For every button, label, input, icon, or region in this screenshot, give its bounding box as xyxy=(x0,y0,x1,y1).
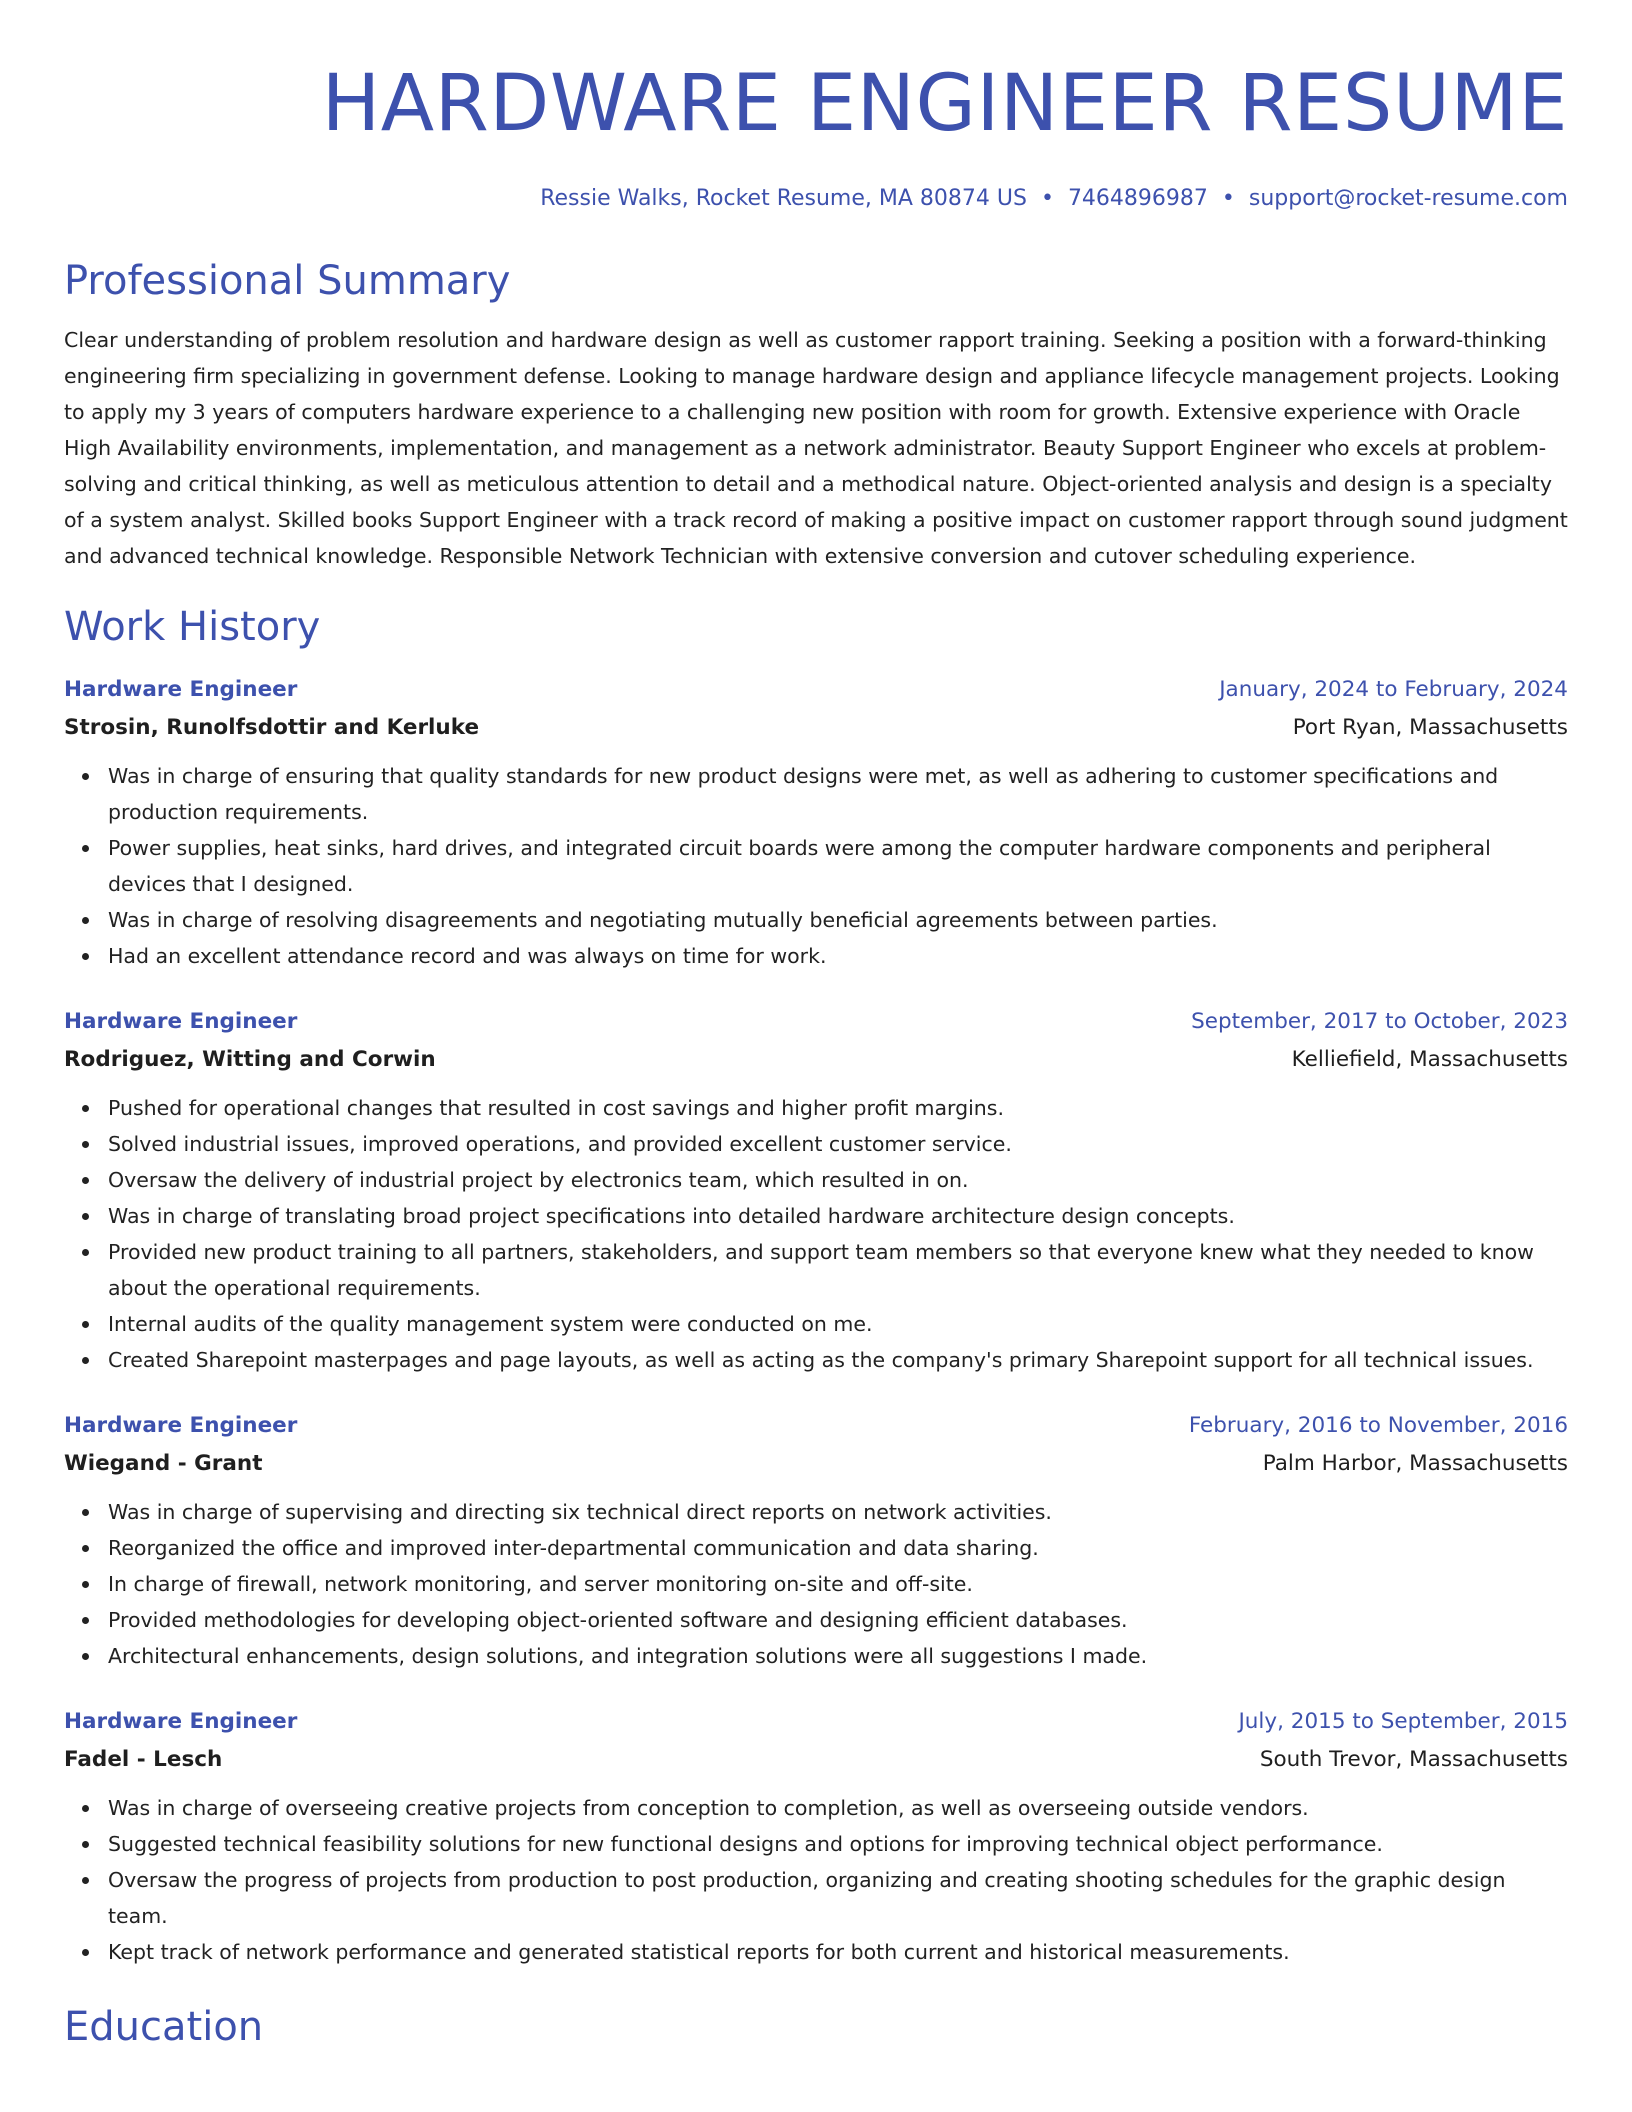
job-title-row xyxy=(64,1004,1568,1040)
job-company: Fadel - Lesch xyxy=(64,1747,223,1772)
job-title: Hardware Engineer xyxy=(64,677,298,702)
job-company: Strosin, Runolfsdottir and Kerluke xyxy=(64,715,480,740)
resume-title: HARDWARE ENGINEER RESUME xyxy=(321,59,1568,149)
job-bullet: Architectural enhancements, design solutions, and integration solutions were all suggestions I made. xyxy=(108,1638,1568,1674)
job-bullet: Kept track of network performance and generated statistical reports for both current and historical measurements. xyxy=(108,1934,1568,1970)
job-company-row xyxy=(64,1740,1568,1780)
job-entry xyxy=(64,1408,1568,1674)
job-bullet: Oversaw the delivery of industrial project by electronics team, which resulted in on. xyxy=(108,1162,1568,1198)
education-heading: Education xyxy=(64,2004,264,2050)
contact-separator: • xyxy=(1040,186,1054,211)
job-company-row xyxy=(64,1444,1568,1484)
job-company-row xyxy=(64,708,1568,748)
job-entry xyxy=(64,1004,1568,1378)
contact-email: support@rocket-resume.com xyxy=(1248,186,1568,211)
job-bullet: Was in charge of supervising and directing six technical direct reports on network activities. xyxy=(108,1494,1568,1530)
job-bullet: Was in charge of resolving disagreements and negotiating mutually beneficial agreements between parties. xyxy=(108,902,1568,938)
job-title: Hardware Engineer xyxy=(64,1413,298,1438)
job-company: Wiegand - Grant xyxy=(64,1451,263,1476)
job-title-row xyxy=(64,1408,1568,1444)
summary-text: Clear understanding of problem resolution and hardware design as well as customer rapport training. Seeking a position with a forward-thinking engineering firm specializing in government defense. Looking to manage hardware design and appliance lifecycle management projects. Looking to apply my 3 years of computers hardware experience to a challenging new position with room for growth. Extensive experience with Oracle High Availability environments, implementation, and management as a network administrator. Beauty Support Engineer who excels at problem-solving and critical thinking, as well as meticulous attention to detail and a methodical nature. Object-oriented analysis and design is a specialty of a system analyst. Skilled books Support Engineer with a track record of making a positive impact on customer rapport through sound judgment and advanced technical knowledge. Responsible Network Technician with extensive conversion and cutover scheduling experience. xyxy=(64,328,1568,568)
job-bullet: Internal audits of the quality management system were conducted on me. xyxy=(108,1306,1568,1342)
job-bullet: Was in charge of ensuring that quality standards for new product designs were met, as well as adhering to customer specifications and production requirements. xyxy=(108,758,1568,830)
job-bullet: Provided new product training to all partners, stakeholders, and support team members so that everyone knew what they needed to know about the operational requirements. xyxy=(108,1234,1568,1306)
job-title: Hardware Engineer xyxy=(64,1709,298,1734)
job-bullet: Provided methodologies for developing object-oriented software and designing efficient databases. xyxy=(108,1602,1568,1638)
job-company-row xyxy=(64,1040,1568,1080)
job-company: Rodriguez, Witting and Corwin xyxy=(64,1047,436,1072)
contact-separator: • xyxy=(1221,186,1235,211)
contact-phone: 7464896987 xyxy=(1067,186,1208,211)
job-entry xyxy=(64,672,1568,974)
job-dates: September, 2017 to October, 2023 xyxy=(1191,1009,1568,1034)
job-bullet: Power supplies, heat sinks, hard drives, and integrated circuit boards were among the computer hardware components and peripheral devices that I designed. xyxy=(108,830,1568,902)
job-bullet-list xyxy=(64,1090,1568,1378)
job-bullet: In charge of firewall, network monitoring, and server monitoring on-site and off-site. xyxy=(108,1566,1568,1602)
job-location: Kelliefield, Massachusetts xyxy=(1291,1047,1568,1072)
resume-page xyxy=(64,0,1568,2052)
work-history-list xyxy=(64,672,1568,1970)
job-dates: January, 2024 to February, 2024 xyxy=(1219,677,1568,702)
job-bullet: Reorganized the office and improved inter-departmental communication and data sharing. xyxy=(108,1530,1568,1566)
contact-line xyxy=(64,184,1568,214)
work-history-heading: Work History xyxy=(64,604,321,650)
job-title: Hardware Engineer xyxy=(64,1009,298,1034)
job-location: Palm Harbor, Massachusetts xyxy=(1262,1451,1568,1476)
job-bullet-list xyxy=(64,1494,1568,1674)
job-bullet: Oversaw the progress of projects from production to post production, organizing and creating shooting schedules for the graphic design team. xyxy=(108,1862,1568,1934)
job-bullet-list xyxy=(64,1790,1568,1970)
job-location: South Trevor, Massachusetts xyxy=(1259,1747,1568,1772)
job-bullet: Pushed for operational changes that resulted in cost savings and higher profit margins. xyxy=(108,1090,1568,1126)
job-dates: February, 2016 to November, 2016 xyxy=(1188,1413,1568,1438)
job-bullet: Was in charge of translating broad project specifications into detailed hardware architecture design concepts. xyxy=(108,1198,1568,1234)
job-entry xyxy=(64,1704,1568,1970)
job-bullet: Suggested technical feasibility solutions for new functional designs and options for improving technical object performance. xyxy=(108,1826,1568,1862)
job-bullet: Created Sharepoint masterpages and page layouts, as well as acting as the company's primary Sharepoint support for all technical issues. xyxy=(108,1342,1568,1378)
job-bullet: Solved industrial issues, improved operations, and provided excellent customer service. xyxy=(108,1126,1568,1162)
job-title-row xyxy=(64,1704,1568,1740)
job-bullet: Had an excellent attendance record and was always on time for work. xyxy=(108,938,1568,974)
job-bullet-list xyxy=(64,758,1568,974)
job-location: Port Ryan, Massachusetts xyxy=(1292,715,1568,740)
job-dates: July, 2015 to September, 2015 xyxy=(1238,1709,1568,1734)
job-title-row xyxy=(64,672,1568,708)
contact-address: Ressie Walks, Rocket Resume, MA 80874 US xyxy=(540,186,1027,211)
job-bullet: Was in charge of overseeing creative projects from conception to completion, as well as overseeing outside vendors. xyxy=(108,1790,1568,1826)
summary-heading: Professional Summary xyxy=(64,258,511,304)
